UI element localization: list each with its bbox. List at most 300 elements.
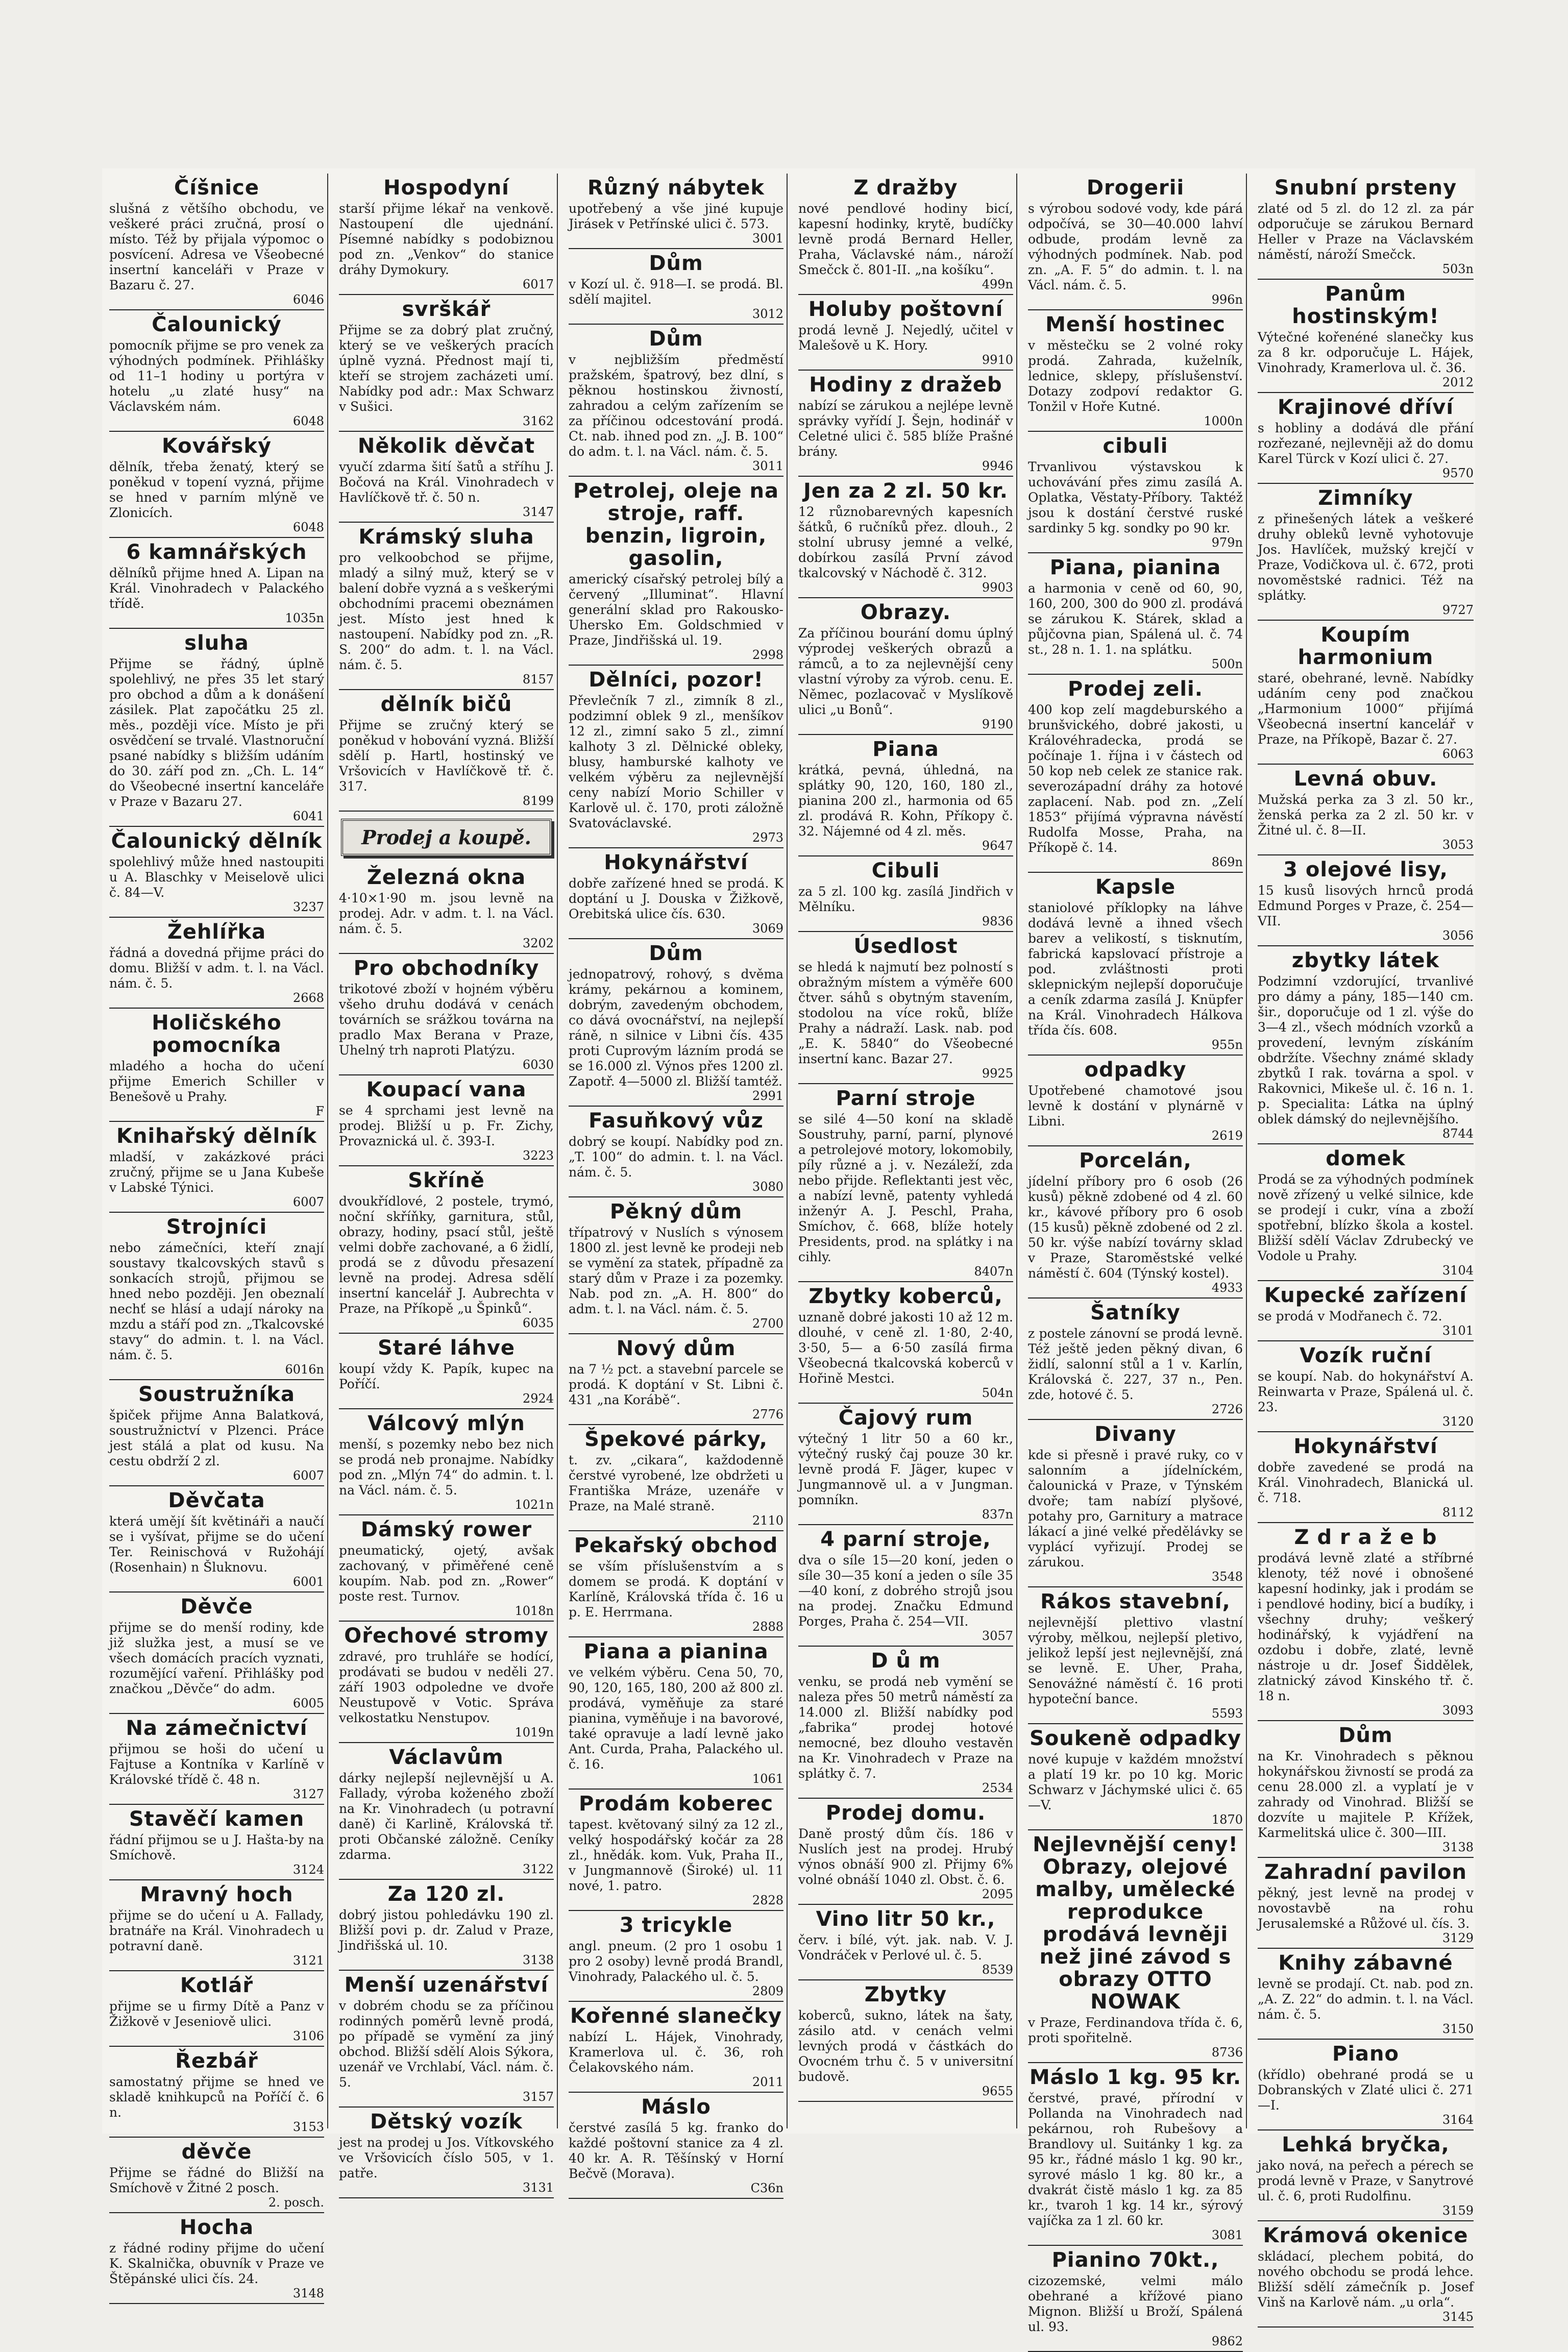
classified-ad [1028,1056,1243,1146]
ad-body: Za příčinou bourání domu úplný výprodej veškerých obrazů a rámců, a to za nejlevnější ceny vlastní výroby za výrob. cenu. E. Němec, pozlacovač v Myslíkově ulici „u Bonů“. [798,626,1013,717]
ad-reference-number: 3223 [522,1148,554,1163]
ad-heading: Vozík ruční [1300,1344,1432,1367]
ad-body: Převlečník 7 zl., zimník 8 zl., podzimní oblek 9 zl., menšíkov 12 zl., zimní sako 5 zl., zimní kalhoty 3 zl. Dělnické obleky, blusy, hamburské kalhoty ve velkém výběru za nejlevnější ceny nabízí Morio Schiller v Karlově ul. č. 170, proti záložně Svatováclavské. [569,693,783,830]
ad-reference-number: 6035 [522,1316,554,1330]
ad-body: čerstvé zasílá 5 kg. franko do každé poštovní stanice za 4 zl. 40 kr. A. R. Těšínský v Horní Bečvě (Morava). [569,2120,783,2181]
ad-reference-number: 503n [1442,262,1474,276]
ad-heading: Různý nábytek [587,176,765,200]
ad-heading: Rákos stavební, [1040,1590,1231,1613]
classified-ad [569,1790,783,1911]
ad-body: nebo zámečníci, kteří znají soustavy tkalcovských stavů s sonkacích strojů, přijmou se hned nebo později. Jen obeznalí nechť se hlásí a udají nároky na mzdu a stáří pod zn. „Tkalcovské stavy“ do admin. t. l. na Václ. nám. č. 5. [109,1240,324,1362]
column-1 [106,174,328,2300]
ad-heading: Kovářský [161,434,272,458]
ad-reference-number: 9862 [1211,2334,1243,2348]
ad-heading: Nejlevnější ceny! Obrazy, olejové malby, umělecké reprodukce prodává levněji než jiné závod s obrazy OTTO NOWAK [1033,1833,1238,2014]
ad-reference-number: 869n [1211,855,1243,869]
ad-reference-number: 500n [1211,657,1243,671]
ad-body: Podzimní vzdorující, trvanlivé pro dámy a pány, 185—140 cm. šir., doporučuje od 1 zl. výše do 3—4 zl., všech módních vzorků a provedení, levným získáním obdržíte. Všechny známé sklady zbytků I rak. továrna a spol. v Rakovnici, Mikeše ul. č. 16 n. 1. p. Specialita: Látka na úplný oblek dámský do nejlevnějšího. [1258,974,1474,1126]
classified-ad [1258,2130,1474,2221]
classified-ad [339,1334,554,1409]
ad-heading: Kupecké zařízení [1264,1284,1467,1307]
ad-body: Výtečné kořenéné slanečky kus za 8 kr. odporučuje L. Hájek, Vinohrady, Kramerlova ul. č. 36. [1258,330,1474,375]
ad-heading: Ořechové stromy [344,1624,549,1648]
classified-ad [339,1515,554,1622]
column-5 [1025,174,1247,2348]
classified-ad [339,1075,554,1166]
ad-heading: Dům [649,252,703,275]
classified-ad [109,432,324,538]
ad-reference-number: 3147 [522,505,554,519]
ad-heading: Snubní prsteny [1274,176,1457,200]
classified-ad [798,1799,1013,1905]
ad-reference-number: 1870 [1211,1812,1243,1827]
ad-body: venku, se prodá neb vymění se naleza přes 50 metrů náměstí za 14.000 zl. Bližší nabídky pod „fabrika“ prodej hotové nemocné, bez dlouho vestavěn na Kr. Vinohradech v Praze na splátky č. 7. [798,1674,1013,1781]
ad-body: Přijme se za dobrý plat zručný, který se ve veškerých pracích úplně vyzná. Přednost mají ti, kteří se strojem zacházeti umí. Nabídky pod adr.: Max Schwarz v Sušici. [339,323,554,414]
ad-heading: Úsedlost [853,935,958,958]
ad-heading: Holičského pomocníka [152,1011,282,1057]
ad-reference-number: 2991 [752,1089,783,1103]
ad-reference-number: 8539 [982,1963,1013,1977]
ad-reference-number: 2828 [752,1893,783,1907]
classified-ad [569,249,783,325]
ad-body: špiček přijme Anna Balatková, soustružnictví v Plzenci. Práce jest stálá a plat od kusu. Na cestu obdrží 2 zl. [109,1408,324,1468]
ad-reference-number: 3150 [1442,2022,1474,2036]
ad-body: nabízí se zárukou a nejlépe levně správky vyřídí J. Šejn, hodinář v Celetné ulici č. 585 blíže Prašné brány. [798,398,1013,459]
ad-body: se prodá v Modřanech č. 72. [1258,1309,1442,1324]
classified-ad [798,1404,1013,1525]
classified-ad [569,1531,783,1637]
classified-ad [109,1486,324,1592]
ad-heading: Kapsle [1095,875,1176,899]
ad-heading: Skříně [408,1169,485,1192]
classified-ad [109,1213,324,1380]
ad-heading: děvče [181,2140,252,2164]
ad-body: Přijme se řádné do Bližší na Smíchově v Žitné 2 posch. [109,2165,324,2195]
ad-body: se hledá k najmutí bez polností s obražným místem a výměře 600 čtver. sáhů s obytným stavením, stodolou na více roků, blíže Prahy a nádraží. Lask. nab. pod „E. K. 5840“ do Všeobecné insertní kanc. Bazar 27. [798,960,1013,1066]
classified-ad [339,174,554,295]
ad-reference-number: 499n [982,277,1013,291]
ad-reference-number: 3056 [1442,928,1474,943]
classified-ad [569,848,783,939]
ad-reference-number: 3011 [752,459,783,473]
classified-ad [569,666,783,848]
classified-ad [1028,2063,1243,2246]
ad-reference-number: 2973 [752,830,783,845]
ad-heading: Obrazy. [860,601,951,624]
classified-ad [1258,855,1474,946]
ad-body: pěkný, jest levně na prodej v novostavbě na rohu Jerusalemské a Růžové ul. čís. 3. [1258,1885,1474,1931]
ad-heading: Hocha [179,2216,254,2239]
ad-body: s výrobou sodové vody, kde párá odpočívá, se 30—40.000 lahví odbude, prodám levně za výhodných podmínek. Nab. pod zn. „A. F. 5“ do admin. t. l. na Václ. nám. č. 5. [1028,201,1243,292]
ad-heading: Dámský rower [360,1518,532,1541]
ad-reference-number: 9727 [1442,603,1474,617]
ad-body: jest na prodej u Jos. Vítkovského ve Vršovicích číslo 505, v 1. patře. [339,2135,554,2180]
ad-reference-number: F [315,1104,324,1118]
ad-heading: Zbytky [864,1983,947,2006]
ad-heading: Železná okna [366,866,526,889]
ad-body: výtečný 1 litr 50 a 60 kr., výtečný ruský čaj pouze 30 kr. levně prodá F. Jäger, kupec v Jungmannově ul. a v Jungman. pomníkn. [798,1431,1013,1507]
ad-body: 4·10×1·90 m. jsou levně na prodej. Adr. v adm. t. l. na Václ. nám. č. 5. [339,891,554,936]
ad-body: zlaté od 5 zl. do 12 zl. za pár odporučuje se zárukou Bernard Heller v Praze na Václavském náměstí, nároží Smečck. [1258,201,1474,262]
classified-ad [1028,675,1243,873]
ad-reference-number: 3237 [292,900,324,914]
ad-reference-number: 3162 [522,414,554,428]
classified-ad [569,1107,783,1197]
ad-body: pomocník přijme se pro venek za výhodných podmínek. Přihlášky od 11–1 hodiny u portýra v hotelu „u zlaté husy“ na Václavském nám. [109,338,324,414]
ad-reference-number: 1018n [514,1604,554,1618]
ad-reference-number: 2809 [752,1984,783,1998]
ad-body: Prodá se za výhodných podmínek nově zřízený u velké silnice, kde se prodejí i cukr, vína a zboží spotřební, blízko škola a kostel. Bližší sdělí Václav Zdrubecký ve Vodole u Prahy. [1258,1172,1474,1263]
ad-body: přijme se do menší rodiny, kde již služka jest, a musí se ve všech domácích pracích vyznati, rozumějící vaření. Přihlášky pod značkou „Děvče“ do adm. [109,1620,324,1696]
classified-ad [1028,1724,1243,1830]
classified-ad [109,1714,324,1805]
ad-heading: Z dražby [853,176,958,200]
ad-heading: Soustružníka [138,1383,295,1406]
ad-reference-number: 6001 [292,1575,324,1589]
classified-ad [798,1905,1013,1980]
classified-ad [1258,2221,1474,2328]
ad-heading: Staré láhve [377,1336,516,1360]
ad-heading: Menší hostinec [1045,313,1226,336]
ad-heading: Soukeně odpadky [1030,1727,1241,1750]
ad-reference-number: 6048 [292,414,324,428]
ad-body: řádní přijmou se u J. Hašta-by na Smíchově. [109,1832,324,1863]
ad-heading: Levná obuv. [1293,767,1438,791]
ad-body: kde si přesně i pravé ruky, co v salonním a jídelníckém, čalounická v Praze, v Týnském dvoře; tam nabízí plyšové, potahy pro, Garnitury a matrace lákací a jiné velké předělávky se vyplácí vyřizují. Prodej se zárukou. [1028,1448,1243,1570]
ad-reference-number: 3138 [522,1953,554,1967]
classified-ad [1258,1949,1474,2040]
ad-body: nové pendlové hodiny bicí, kapesní hodinky, krytě, budíčky levně prodá Bernard Heller, Praha, Václavské nám., nároží Smečck č. 801-II. „na košíku“. [798,201,1013,277]
column-6 [1255,174,1477,2324]
ad-reference-number: 6041 [292,809,324,823]
ad-heading: Dělníci, pozor! [589,668,764,692]
ad-body: americký císařský petrolej bílý a červený „Illuminat“. Hlavní generální sklad pro Rakousko-Uhersko Em. Goldschmied v Praze, Jindřišská ul. 19. [569,572,783,648]
classified-ad [798,1282,1013,1404]
ad-body: se silé 4—50 koní na skladě Soustruhy, parní, parní, plynové a petrolejové motory, lokomobily, píly různé a j. v. Nezáleží, zda nebo přijde. Reflektanti jest věc, a nabízí levně, patenty vyhledá inženýr A. J. Peschl, Praha, Smíchov, č. 668, blíže hotely Presidents, prod. na splátky i na cihly. [798,1112,1013,1264]
ad-heading: odpadky [1084,1058,1187,1082]
classified-ad [339,1622,554,1743]
ad-reference-number: 9925 [982,1066,1013,1081]
section-banner: Prodej a koupě. [341,819,552,856]
ad-heading: Piana a pianina [583,1640,769,1663]
classified-ad [569,1425,783,1531]
ad-heading: Několik děvčat [357,434,535,458]
column-3 [566,174,788,2195]
ad-reference-number: 3159 [1442,2203,1474,2218]
ad-reference-number: 3053 [1442,838,1474,852]
ad-body: přijme se do učení u A. Fallady, bratnáře na Král. Vinohradech u potravní daně. [109,1908,324,1953]
ad-reference-number: 2. posch. [268,2195,324,2210]
ad-body: v Kozí ul. č. 918—I. se prodá. Bl. sdělí majitel. [569,277,783,307]
classified-ad [109,2138,324,2213]
ad-body: dobrý jistou pohledávku 190 zl. Bližší povi p. dr. Zalud v Praze, Jindřišská ul. 10. [339,1907,554,1953]
ad-body: z řádné rodiny přijme do učení K. Skalnička, obuvník v Praze ve Štěpánské ulici čís. 24. [109,2241,324,2286]
ad-reference-number: 3148 [292,2286,324,2300]
ad-heading: svrškář [402,298,491,321]
classified-ad [1028,873,1243,1056]
ad-reference-number: 1000n [1204,414,1243,428]
ad-reference-number: 9647 [982,839,1013,853]
classified-ad [798,598,1013,735]
ad-heading: Holuby poštovní [808,298,1003,321]
ad-heading: Krámský sluha [358,525,534,549]
ad-body: dárky nejlepší nejlevnější u A. Fallady, výroba koženého zboží na Kr. Vinohradech (u potravní daně) či Karlině, Královská tř. proti Občanské záložně. Ceníky zdarma. [339,1771,554,1862]
ad-body: na Kr. Vinohradech s pěknou hokynářskou živností se prodá za cenu 28.000 zl. a vyplatí je v zahrady od Vinohrad. Bližší se dozvíte u majitele P. Křížek, Karmelitská ulice č. 300—III. [1258,1749,1474,1840]
classified-ad [798,856,1013,932]
ad-heading: Pro obchodníky [353,957,540,980]
ad-heading: Číšnice [174,176,259,200]
classified-ad [1258,174,1474,280]
ad-body: na 7 ½ pct. a stavební parcele se prodá. K doptání v St. Libni č. 431 „na Korábě“. [569,1362,783,1407]
ad-reference-number: 3080 [752,1180,783,1194]
classified-ad [1258,484,1474,621]
ad-body: řádná a dovedná přijme práci do domu. Bližší v adm. t. l. na Václ. nám. č. 5. [109,945,324,991]
ad-reference-number: 2924 [522,1391,554,1406]
ad-heading: Čajový rum [838,1406,973,1430]
ad-reference-number: 3202 [522,936,554,950]
ad-heading: Knihařský dělník [116,1124,317,1148]
classified-ad [798,1525,1013,1647]
ad-heading: Na zámečnictví [126,1717,308,1740]
classified-ad [569,1911,783,2002]
ad-body: trikotové zboží v hojném výběru všeho druhu dodává v cenách továrních se srážkou továrna na pradlo Max Berana v Praze, Uhelný trh naproti Platýzu. [339,982,554,1058]
ad-heading: Drogerii [1086,176,1185,200]
ad-heading: Piana [872,738,939,761]
classified-ad [798,371,1013,477]
ad-heading: domek [1326,1147,1406,1170]
ad-heading: dělník bičů [380,693,512,716]
ad-reference-number: 9910 [982,353,1013,367]
ad-body: koupí vždy K. Papík, kupec na Poříčí. [339,1361,554,1391]
classified-ad [1258,765,1474,855]
classified-ad [569,2093,783,2199]
ad-heading: Porcelán, [1079,1149,1192,1172]
ad-reference-number: 2668 [292,991,324,1005]
classified-ad [339,2108,554,2198]
ad-body: Mužská perka za 3 zl. 50 kr., ženská perka za 2 zl. 50 kr. v Žitné ul. č. 8—II. [1258,792,1474,838]
ad-body: t. zv. „cikara“, každodenně čerstvé vyrobené, lze obdržeti u Františka Mráze, uzenáře v Praze, na Malé straně. [569,1453,783,1513]
ad-heading: Šatníky [1090,1301,1181,1325]
ad-reference-number: 9836 [982,914,1013,928]
classified-ad [109,2047,324,2138]
classified-ad [1258,1341,1474,1432]
classified-ad [798,295,1013,371]
classified-ad [569,2002,783,2093]
ad-body: dobře zařízené hned se prodá. K doptání u J. Douska v Žižkově, Orebitská ulice čís. 630. [569,876,783,921]
ad-reference-number: 3104 [1442,1263,1474,1278]
ad-reference-number: 6048 [292,520,324,534]
ad-reference-number: 1035n [285,611,324,625]
ad-heading: Hokynářství [604,851,748,874]
ad-body: staniolové příklopky na láhve dodává levně a ihned všech barev a velikostí, s tisknutím, fabrická kapslovací přístroje a pod. zvláštnosti proti sklepnickým nejlepší doporučuje a ceník zdarma zasílá J. Knüpfer na Král. Vinohradech Hálkova třída čís. 608. [1028,900,1243,1038]
ad-body: 15 kusů lisových hrnců prodá Edmund Porges v Praze, č. 254—VII. [1258,883,1474,928]
ad-heading: Vino litr 50 kr., [816,1907,996,1931]
ad-reference-number: 3124 [292,1863,324,1877]
ad-body: červ. i bílé, výt. jak. nab. V. J. Vondráček v Perlové ul. č. 5. [798,1932,1013,1963]
ad-heading: Zimníky [1318,486,1413,510]
ad-heading: Lehká bryčka, [1282,2133,1450,2157]
classified-ad [1258,1858,1474,1949]
classified-ad [109,538,324,629]
ad-heading: Fasuňkový vůz [589,1109,764,1133]
ad-reference-number: 3145 [1442,2310,1474,2324]
ad-reference-number: 6063 [1442,747,1474,761]
classified-ad [1258,621,1474,765]
ad-heading: Prodej domu. [825,1801,986,1825]
ad-heading: 6 kamnářských [126,541,307,564]
ad-reference-number: 5593 [1211,1706,1243,1721]
ad-reference-number: 3127 [292,1787,324,1801]
ad-body: třípatrový v Nuslích s výnosem 1800 zl. jest levně ke prodeji neb se vymění za statek, případně za starý dům v Praze i za pozemky. Nab. pod zn. „A. H. 800“ do adm. t. l. na Václ. nám. č. 5. [569,1225,783,1316]
ad-body: slušná z většího obchodu, ve veškeré práci zručná, prosí o místo. Též by přijala výpomoc o posvícení. Adresa ve Všeobecné insertní kanceláři v Praze v Bazaru č. 27. [109,201,324,292]
classified-ad [339,863,554,954]
ad-reference-number: 3069 [752,921,783,936]
ad-heading: Krajinové dříví [1277,396,1454,419]
classified-ad [569,174,783,249]
ad-body: skládací, plechem pobitá, do nového obchodu se prodá lehce. Bližší sdělí zámečník p. Josef Vinš na Karlově nám. „u orla“. [1258,2249,1474,2310]
ad-reference-number: 955n [1211,1038,1243,1052]
classified-ad [798,735,1013,856]
ad-reference-number: 1021n [514,1498,554,1512]
classified-ad [1028,553,1243,675]
ad-heading: Petrolej, oleje na stroje, raff. benzin, ligroin, gasolin, [573,479,779,570]
classified-ad [339,1880,554,1971]
ad-body: z postele zánovní se prodá levně. Též ještě jeden pěkný divan, 6 židlí, salonní stůl a 1 v. Karlín, Královská č. 227, 37 n., Pen. zde, hotové č. 5. [1028,1326,1243,1402]
ad-heading: D ů m [871,1649,941,1673]
ad-heading: Čalounický dělník [111,829,323,853]
ad-body: spolehlivý může hned nastoupiti u A. Blaschky v Meiselově ulici č. 84—V. [109,854,324,900]
classified-ad [1028,1146,1243,1298]
ad-heading: Cibuli [871,859,940,883]
ad-body: Přijme se řádný, úplně spolehlivý, ne přes 35 let starý pro obchod a dům a k donášení zásilek. Plat započátku 25 zl. měs., později více. Místo je při osvědčení se trvalé. Vlastnoruční psané nabídky s bližším udáním do 30. září pod zn. „Ch. L. 14“ do Všeobecné insertní kanceláře v Praze v Bazaru 27. [109,656,324,809]
ad-reference-number: 8199 [522,794,554,808]
classified-ad [569,939,783,1107]
ad-body: Upotřebené chamotové jsou levně k dostání v plynárně v Libni. [1028,1083,1243,1129]
ad-reference-number: 2998 [752,648,783,662]
ad-heading: Krámová okenice [1263,2224,1468,2247]
ad-reference-number: 2110 [752,1513,783,1528]
ad-heading: Pěkný dům [609,1200,743,1223]
classified-ad [569,325,783,477]
ad-heading: Kotlář [180,1974,254,1997]
ad-heading: Za 120 zl. [387,1882,505,1906]
ad-body: v městečku se 2 volné roky prodá. Zahrada, kuželník, lednice, sklepy, příslušenství. Dotazy zodpoví redaktor G. Tonžil v Hoře Kutné. [1028,338,1243,414]
ad-heading: 3 olejové lisy, [1283,858,1448,881]
ad-reference-number: 3157 [522,2090,554,2104]
ad-reference-number: 8736 [1211,2045,1243,2060]
ad-body: koberců, sukno, látek na šaty, zásilo atd. v cenách velmi levných prodá v částkách do Ovocném trhu č. 5 v universitní budově. [798,2008,1013,2084]
classified-ad [1258,2040,1474,2130]
ad-body: jednopatrový, rohový, s dvěma krámy, pekárnou a kominem, dobrým, zavedeným obchodem, co dává ovocnářství, na nejlepší ráně, n silnice v Libni čís. 435 proti Cuprovým lázním prodá se se 16.000 zl. Výnos přes 1200 zl. Zapotř. 4—5000 zl. Bližší tamtéž. [569,967,783,1089]
ad-reference-number: 3001 [752,231,783,246]
ad-reference-number: 3153 [292,2120,324,2134]
classified-ad [1028,1298,1243,1420]
classified-ad [1028,2246,1243,2352]
ad-body: jídelní příbory pro 6 osob (26 kusů) pěkně zdobené od 4 zl. 60 kr., kávové příbory pro 6 osob (15 kusů) pěkně zdobené od 2 zl. 50 kr. výše nabízí továrny sklad v Praze, Staroměstské velké náměstí č. 604 (Týnský kostel). [1028,1174,1243,1281]
ad-reference-number: 2700 [752,1316,783,1331]
newspaper-page [102,168,1475,2348]
ad-heading: zbytky látek [1291,949,1440,972]
ad-body: v Praze, Ferdinandova třída č. 6, proti spořitelně. [1028,2015,1243,2045]
ad-heading: Děvčata [168,1489,265,1512]
ad-heading: Jen za 2 zl. 50 kr. [803,479,1008,503]
ad-reference-number: 2012 [1442,375,1474,389]
classified-ad [109,827,324,918]
ad-heading: 4 parní stroje, [820,1528,991,1551]
classified-ad [798,477,1013,598]
classified-ad [798,1980,1013,2102]
ad-body: pneumatický, ojetý, avšak zachovaný, v přiměřené ceně koupím. Nab. pod zn. „Rower“ poste rest. Turnov. [339,1543,554,1604]
ad-heading: Žehlířka [167,920,266,944]
ad-body: ve velkém výběru. Cena 50, 70, 90, 120, 165, 180, 200 až 800 zl. prodává, vyměňuje za staré pianina, vyměňuje i na bavorové, také opravuje a ladí levně jako Ant. Curda, Praha, Palackého ul. č. 16. [569,1665,783,1772]
ad-reference-number: 3012 [752,307,783,321]
ad-heading: Nový dům [616,1337,736,1360]
ad-heading: Koupím harmonium [1297,623,1434,669]
ad-body: 400 kop zelí magdeburského a brunšvického, dobré jakosti, u Královéhradecka, prodá se počínaje 1. října i v částech od 50 kop neb celek ze stanice rak. severozápadní dráhy za hotové zaplacení. Nab. pod zn. „Zelí 1853“ přijímá výpravna návěstí Rudolfa Mosse, Praha, na Příkopě č. 14. [1028,702,1243,855]
ad-heading: Stavěčí kamen [129,1807,305,1831]
ad-reference-number: 2726 [1211,1402,1243,1416]
classified-ad [1028,1830,1243,2063]
ad-heading: Děvče [180,1595,253,1619]
ad-heading: Koupací vana [366,1078,527,1101]
ad-heading: Prodám koberec [578,1792,774,1816]
ad-reference-number: 2534 [982,1781,1013,1795]
ad-heading: Panům hostinským! [1292,282,1439,328]
ad-reference-number: 8157 [522,672,554,687]
ad-reference-number: 3106 [292,2029,324,2043]
classified-ad [798,174,1013,295]
ad-heading: Pekařský obchod [574,1534,778,1557]
ad-heading: Hokynářství [1293,1435,1438,1458]
ad-reference-number: 3120 [1442,1414,1474,1429]
ad-reference-number: 3129 [1442,1931,1474,1945]
classified-ad [109,629,324,827]
ad-heading: cibuli [1102,434,1168,458]
ad-body: mladého a hocha do učení přijme Emerich Schiller v Benešově u Prahy. [109,1059,324,1104]
classified-ad [109,1880,324,1971]
ad-heading: Mravný hoch [140,1883,293,1906]
ad-heading: Dům [649,942,703,965]
ad-body: vyučí zdarma šití šatů a stříhu J. Bočová na Král. Vinohradech v Havlíčkově tř. č. 50 n. [339,459,554,505]
ad-reference-number: 1061 [752,1772,783,1786]
ad-body: v dobrém chodu se za příčinou rodinných poměrů levně prodá, po případě se vymění za jiný obchod. Bližší sdělí Alois Sýkora, uzenář ve Vrchlabí, Václ. nám. č. 5. [339,1998,554,2090]
ad-body: čerstvé, pravé, přírodní v Pollanda na Vinohradech nad pekárnou, roh Rubešovy a Brandlovy ul. Suitánky 1 kg. za 95 kr., řádné máslo 1 kg. 90 kr., syrové máslo 1 kg. 80 kr., a dvakrát čistě máslo 1 kg. za 85 kr., tvaroh 1 kg. 14 kr., sýrový vajíčka za 1 zl. 60 kr. [1028,2091,1243,2228]
ad-reference-number: 9903 [982,580,1013,595]
ad-heading: Strojníci [166,1215,267,1239]
classified-ad [1258,1281,1474,1341]
ad-body: Přijme se zručný který se poněkud v hobování vyzná. Bližší sdělí p. Hartl, hostinský ve Vršovicích v Havlíčkově tř. č. 317. [339,718,554,794]
ad-body: jako nová, na peřech a pérech se prodá levně v Praze, v Sanytrové ul. č. 6, proti Rudolfinu. [1258,2158,1474,2203]
ad-body: se vším příslušenstvím a s domem se prodá. K doptání v Karlíně, Královská třída č. 16 u p. E. Herrmana. [569,1559,783,1620]
ad-heading: Válcový mlýn [368,1412,525,1435]
ad-body: (křídlo) obehrané prodá se u Dobranských v Zlaté ulici č. 271—I. [1258,2067,1474,2113]
ad-body: Daně prostý dům čís. 186 v Nuslích jest na prodej. Hrubý výnos obnáší 900 zl. Přijmy 6% volné obnáší 1040 zl. Obst. č. 6. [798,1826,1013,1887]
ad-reference-number: 9570 [1442,466,1474,480]
ad-reference-number: 6005 [292,1696,324,1710]
ad-body: krátká, pevná, úhledná, na splátky 90, 120, 160, 180 zl., pianina 200 zl., harmonia od 65 zl. prodává R. Kohn, Příkopy č. 32. Nájemné od 4 zl. měs. [798,763,1013,839]
classified-ad [339,1743,554,1880]
classified-ad [109,1380,324,1486]
classified-ad [339,295,554,432]
ad-heading: Divany [1094,1423,1177,1446]
classified-ad [1028,432,1243,553]
classified-ad [1028,1420,1243,1587]
ad-heading: Pianino 70kt., [1051,2248,1219,2272]
ad-heading: Piana, pianina [1049,556,1221,579]
ad-reference-number: 3131 [522,2180,554,2195]
ad-reference-number: 6017 [522,277,554,291]
ad-reference-number: 6007 [292,1468,324,1483]
